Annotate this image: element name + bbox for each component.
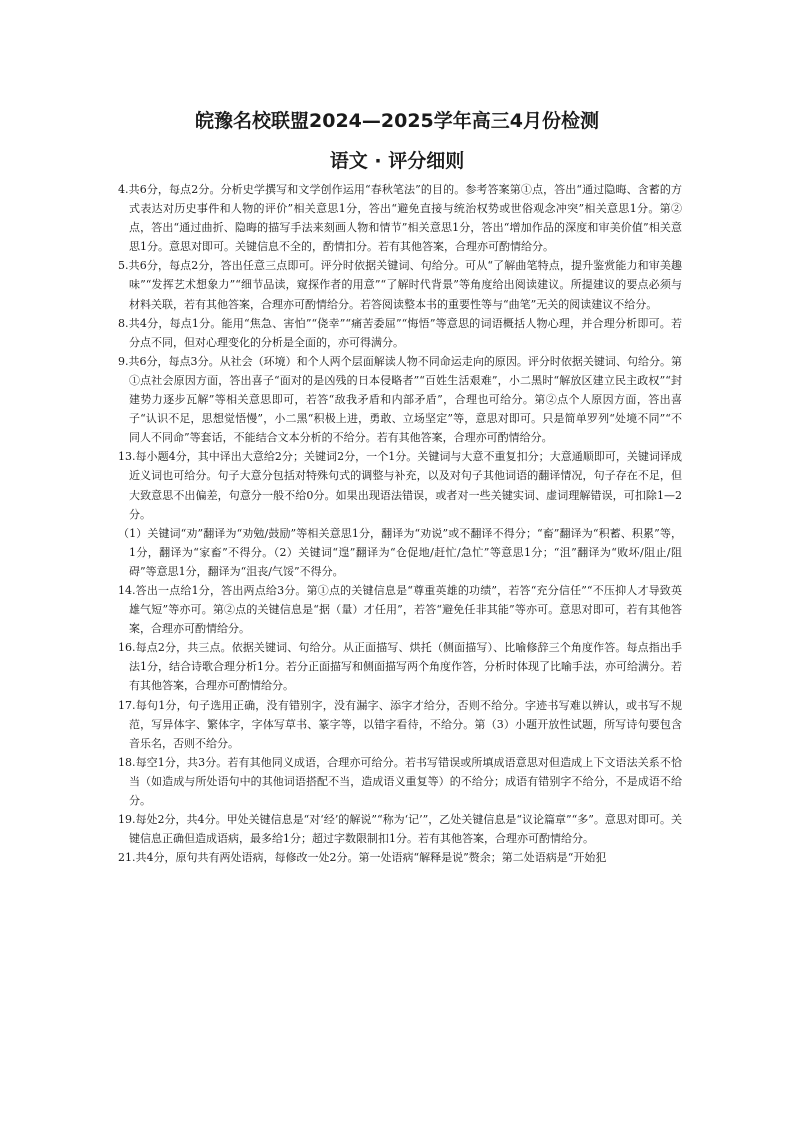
rule-item-18: 18.每空1分，共3分。若有其他同义成语，合理亦可给分。若书写错误或所填成语意思对但造成上下文语法关系不恰当（如造成与所处语句中的其他词语搭配不当，造成语义重复等）的不给分；成语有错别字不给分，不是成语不给分。 — [118, 755, 682, 807]
rule-item-5: 5.共6分，每点2分，答出任意三点即可。评分时依据关键词、句给分。可从“了解曲笔特点，提升鉴赏能力和审美趣味”“发挥艺术想象力”“细节品读，窥探作者的用意”“了解时代背景”等角度给出阅读建议。所提建议的要点必须与材料关联，若有其他答案，合理亦可酌情给分。若答阅读整本书的重要性等与“曲笔”无关的阅读建议不给分。 — [118, 259, 682, 311]
rule-item-8: 8.共4分，每点1分。能用“焦急、害怕”“侥幸”“痛苦委屈”“悔悟”等意思的词语概括人物心理，并合理分析即可。若分点不同，但对心理变化的分析是全面的，亦可得满分。 — [118, 316, 682, 349]
document-subtitle: 语文 · 评分细则 — [329, 150, 465, 172]
rule-item-14: 14.答出一点给1分，答出两点给3分。第①点的关键信息是“尊重英雄的功绩”，若答“充分信任”“不压抑人才导致英雄气短”等亦可。第②点的关键信息是“据（量）才任用”，若答“避免任非其能”等亦可。意思对即可，若有其他答案，合理亦可酌情给分。 — [118, 583, 682, 636]
rule-item-9: 9.共6分，每点3分。从社会（环境）和个人两个层面解读人物不同命运走向的原因。评分时依据关键词、句给分。第①点社会原因方面，答出喜子“面对的是凶残的日本侵略者”“百姓生活艰难”，小二黑时“解放区建立民主政权”“封建势力逐步瓦解”等相关意思即可，若答“敌我矛盾和内部矛盾”，合理也可给分。第②点个人原因方面，答出喜子“认识不足，思想觉悟慢”，小二黑“积极上进，勇敢、立场坚定”等，意思对即可。只是简单罗列“处境不同”“不同人不同命”等套话，不能结合文本分析的不给分。若有其他答案，合理亦可酌情给分。 — [118, 354, 682, 445]
rule-item-13-sub: （1）关键词“劝”翻译为“劝勉/鼓励”等相关意思1分，翻译为“劝说”或不翻译不得分；“畜”翻译为“积蓄、积累”等，1分，翻译为“家畜”不得分。（2）关键词“遑”翻译为“仓促地/赶忙/急忙”等意思1分；“沮”翻译为“败坏/阻止/阻碍”等意思1分，翻译为“沮丧/气馁”不得分。 — [118, 526, 682, 578]
rule-item-4: 4.共6分，每点2分。分析史学撰写和文学创作运用“春秋笔法”的目的。参考答案第①点，答出“通过隐晦、含蓄的方式表达对历史事件和人物的评价”相关意思1分，答出“避免直接与统治权势或世俗观念冲突”相关意思1分。第②点，答出“通过曲折、隐晦的描写手法来刻画人物和情节”相关意思1分，答出“增加作品的深度和审美价值”相关意思1分。意思对即可。关键信息不全的，酌情扣分。若有其他答案，合理亦可酌情给分。 — [118, 183, 682, 254]
rule-item-19: 19.每处2分，共4分。甲处关键信息是“对‘经’的解说”“称为‘记’”，乙处关键信息是“议论篇章”“多”。意思对即可。关键信息正确但造成语病，最多给1分；超过字数限制扣1分。若有其他答案，合理亦可酌情给分。 — [118, 813, 682, 846]
rule-item-16: 16.每点2分，共三点。依据关键词、句给分。从正面描写、烘托（侧面描写）、比喻修辞三个角度作答。每点指出手法1分，结合诗歌合理分析1分。若分正面描写和侧面描写两个角度作答，分析时体现了比喻手法，亦可给满分。若有其他答案，合理亦可酌情给分。 — [118, 641, 682, 693]
rule-item-17: 17.每句1分，句子选用正确，没有错别字，没有漏字、添字才给分，否则不给分。字迹书写难以辨认，或书写不规范，写异体字、繁体字，字体写草书、篆字等，以错字看待，不给分。第（3）小题开放性试题，所写诗句要包含音乐名，否则不给分。 — [118, 698, 682, 750]
scoring-rules-body — [118, 180, 682, 867]
document-title: 皖豫名校联盟2024—2025学年高三4月份检测 — [195, 110, 599, 132]
rule-item-13: 13.每小题4分，其中译出大意给2分；关键词2分，一个1分。关键词与大意不重复扣分；大意通顺即可，关键词译成近义词也可给分。句子大意分包括对特殊句式的调整与补充，以及对句子其他词语的翻译情况，句子存在不足，但大致意思不出偏差，句意分一般不给0分。如果出现语法错误，或者对一些关键实词、虚词理解错误，可扣除1—2分。 — [118, 450, 682, 521]
rule-item-21: 21.共4分，原句共有两处语病，每修改一处2分。第一处语病“解释是说”赘余；第二处语病是“开始犯 — [118, 851, 607, 865]
